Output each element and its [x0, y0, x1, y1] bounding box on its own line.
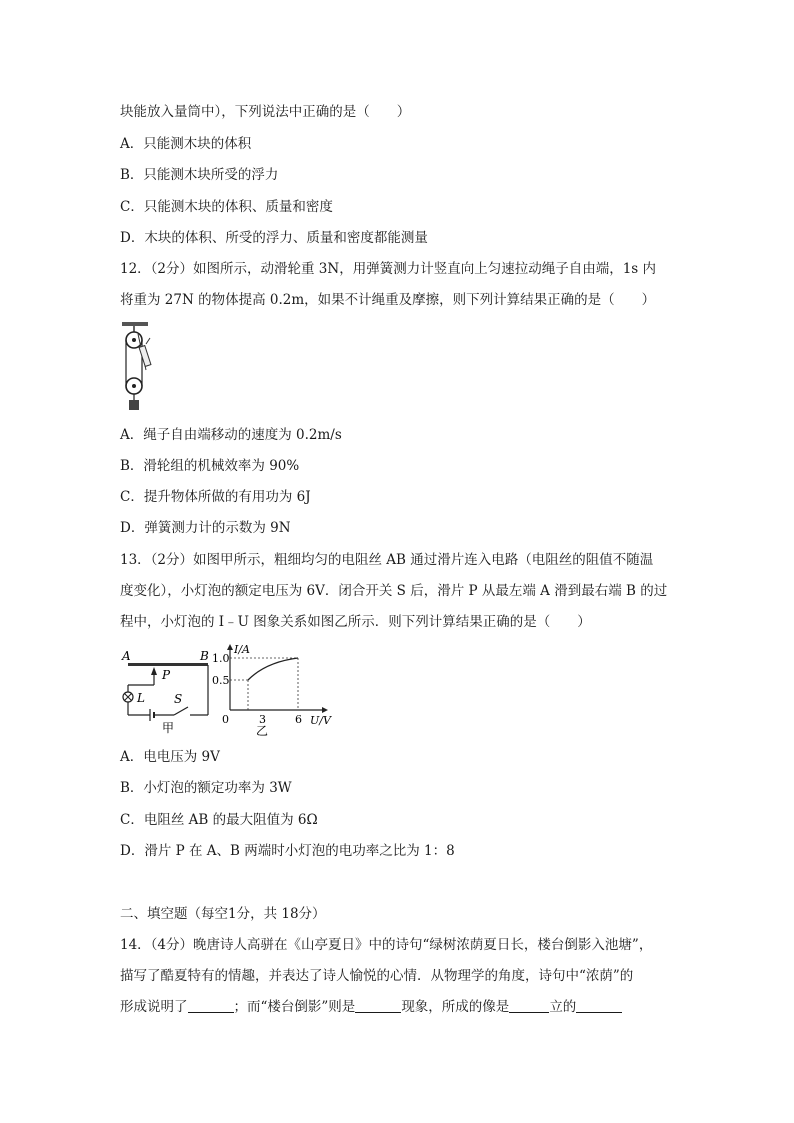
- q11-option-b: B．只能测木块所受的浮力: [120, 167, 279, 183]
- q14-text-d: 立的: [549, 999, 577, 1015]
- answer-blank-4[interactable]: [576, 998, 622, 1013]
- weight-block: [129, 400, 139, 410]
- q12-option-b: B．滑轮组的机械效率为 90%: [120, 458, 300, 474]
- q13-stem-line1: 13．（2分）如图甲所示，粗细均匀的电阻丝 AB 通过滑片连入电路（电阻丝的阻值不随温: [120, 552, 654, 568]
- label-p: P: [162, 668, 171, 682]
- section-heading-fill-in: 二、填空题（每空1分，共 18分）: [120, 906, 326, 922]
- switch-s: [174, 707, 188, 715]
- circuit-diagram-jia: [118, 645, 218, 735]
- iu-graph-yi: [212, 642, 336, 738]
- q13-stem-line2: 度变化），小灯泡的额定电压为 6V．闭合开关 S 后，滑片 P 从最左端 A 滑到最右端 B 的过: [120, 583, 668, 599]
- q12-stem-line1: 12．（2分）如图所示，动滑轮重 3N，用弹簧测力计竖直向上匀速拉动绳子自由端，1s 内: [120, 261, 657, 277]
- q12-option-c: C．提升物体所做的有用功为 6J: [120, 489, 311, 505]
- q13-option-b: B．小灯泡的额定功率为 3W: [120, 780, 292, 796]
- q11-option-d: D．木块的体积、所受的浮力、质量和密度都能测量: [120, 230, 428, 246]
- q14-text-a: 形成说明了: [120, 999, 188, 1015]
- q13-option-d: D．滑片 P 在 A、B 两端时小灯泡的电功率之比为 1：8: [120, 843, 455, 859]
- q14-text-c: 现象，所成的像是: [401, 999, 510, 1015]
- tick-x-6: 6: [295, 713, 302, 726]
- resistance-wire-ab: [128, 663, 208, 666]
- q11-stem-tail: 块能放入量筒中），下列说法中正确的是（ ）: [120, 104, 411, 120]
- q12-option-a: A．绳子自由端移动的速度为 0.2m/s: [120, 427, 342, 443]
- slider-p: [151, 667, 157, 675]
- q12-option-d: D．弹簧测力计的示数为 9N: [120, 520, 291, 536]
- label-s: S: [174, 692, 183, 706]
- answer-blank-2[interactable]: [355, 998, 401, 1013]
- x-axis-label: U/V: [310, 714, 331, 727]
- iu-curve: [248, 658, 298, 680]
- answer-blank-3[interactable]: [509, 998, 549, 1013]
- ceiling-bar: [122, 322, 148, 326]
- q12-stem-line2: 将重为 27N 的物体提高 0.2m，如果不计绳重及摩擦，则下列计算结果正确的是（ ）: [120, 292, 656, 308]
- q13-stem-line3: 程中，小灯泡的 I﹣U 图象关系如图乙所示．则下列计算结果正确的是（ ）: [120, 614, 591, 630]
- caption-yi: 乙: [256, 724, 269, 738]
- q14-line2: 描写了酷夏特有的情趣，并表达了诗人愉悦的心情．从物理学的角度，诗句中“浓荫”的: [120, 968, 634, 984]
- tick-y-1-0: 1.0: [212, 652, 230, 665]
- spring-scale: [139, 346, 151, 367]
- q13-option-a: A．电电压为 9V: [120, 749, 220, 765]
- q11-option-a: A．只能测木块的体积: [120, 136, 252, 152]
- q14-line3: [120, 997, 622, 1017]
- tick-y-0-5: 0.5: [212, 674, 230, 687]
- label-l: L: [137, 691, 145, 705]
- y-axis-label: I/A: [234, 643, 250, 656]
- label-b: B: [200, 649, 209, 663]
- pulley-system-figure: [118, 320, 158, 414]
- q13-option-c: C．电阻丝 AB 的最大阻值为 6Ω: [120, 812, 318, 828]
- tick-x-3: 3: [259, 713, 266, 726]
- q11-option-c: C．只能测木块的体积、质量和密度: [120, 199, 333, 215]
- caption-jia: 甲: [162, 721, 175, 735]
- tick-origin: 0: [222, 713, 229, 726]
- label-a: A: [122, 649, 131, 663]
- answer-blank-1[interactable]: [188, 998, 234, 1013]
- q14-text-b: ；而“楼台倒影”则是: [233, 999, 356, 1015]
- q14-line1: 14．（4分）晚唐诗人高骈在《山亭夏日》中的诗句“绿树浓荫夏日长，楼台倒影入池塘”，: [120, 937, 653, 953]
